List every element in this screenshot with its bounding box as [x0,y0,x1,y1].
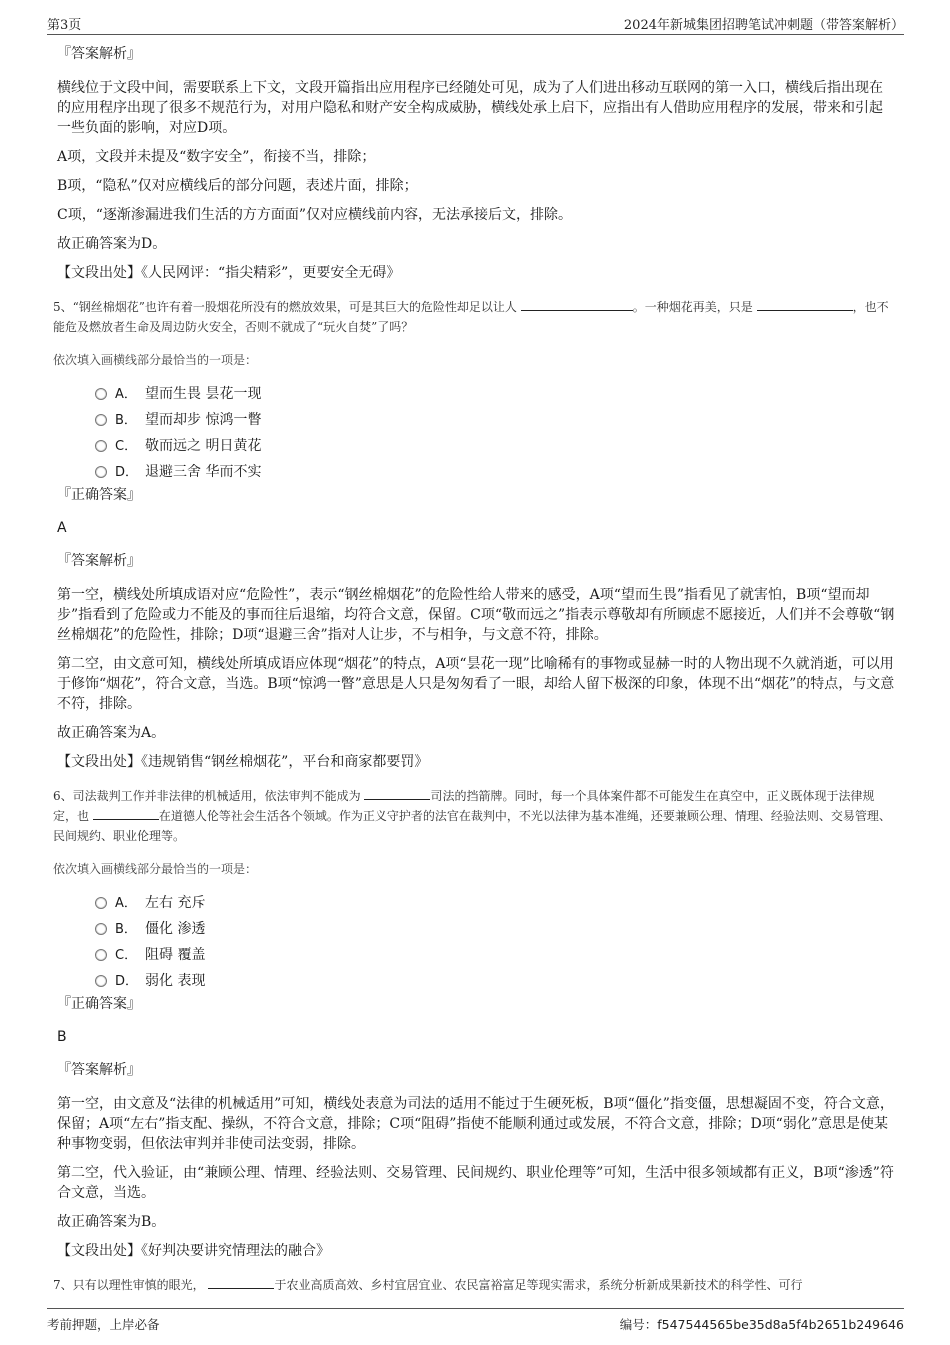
page-number: 第3页 [47,18,82,33]
question-5-options [95,381,896,485]
radio-icon[interactable] [95,466,107,478]
fill-blank [208,1275,274,1289]
option-c[interactable]: C． 阻碍 覆盖 [95,942,896,968]
analysis-paragraph: 第一空，横线处所填成语对应“危险性”，表示“钢丝棉烟花”的危险性给人带来的感受，A项“望而生畏”指看见了就害怕，B项“望而却步”指看到了危险或力不能及的事而往后退缩，均符合文意，保留。C项“敬而远之”指表示尊敬却有所顾虑不愿接近，人们并不会尊敬“钢丝棉烟花”的危险性，排除；D项“退避三舍”指对人让步，不与相争，与文意不符，排除。 [57,587,895,643]
option-b[interactable]: B． 僵化 渗透 [95,916,896,942]
analysis-label: 『答案解析』 [57,553,141,569]
analysis-label: 『答案解析』 [57,1062,141,1078]
source-citation: 【文段出处】《人民网评：“指尖精彩”，更要安全无碍》 [57,265,401,281]
page-header [47,12,904,35]
document-title: 2024年新城集团招聘笔试冲刺题（带答案解析） [623,18,904,33]
footer-slogan: 考前押题，上岸必备 [47,1317,160,1332]
option-d[interactable]: D． 退避三舍 华而不实 [95,459,896,485]
question-6-text: 6、司法裁判工作并非法律的机械适用，依法审判不能成为 司法的挡箭牌。同时，每一个具体案件都不可能发生在真空中，正义既体现于法律规定，也 在道德人伦等社会生活各个领域。作为正义守护者的法官在裁判中，不光以法律为基本准绳，还要兼顾公理、情理、经验法则、交易管理、民间规约、职业伦理等。 [53,786,896,846]
option-d[interactable]: D． 弱化 表现 [95,968,896,994]
question-7-text: 7、只有以理性审慎的眼光， 于农业高质高效、乡村宜居宜业、农民富裕富足等现实需求，系统分析新成果新技术的科学性、可行 [53,1275,896,1295]
radio-icon[interactable] [95,923,107,935]
correct-answer: B [57,1029,67,1045]
option-c[interactable]: C． 敬而远之 明日黄花 [95,433,896,459]
fill-blank [364,786,430,800]
option-a[interactable]: A． 左右 充斥 [95,890,896,916]
radio-icon[interactable] [95,949,107,961]
analysis-label: 『答案解析』 [57,46,141,62]
radio-icon[interactable] [95,388,107,400]
analysis-conclusion: 故正确答案为D。 [57,236,167,252]
analysis-paragraph: 第二空，代入验证，由“兼顾公理、情理、经验法则、交易管理、民间规约、职业伦理等”可知，生活中很多领域都有正义，B项“渗透”符合文意，当选。 [57,1165,894,1201]
fill-blank [757,297,853,311]
radio-icon[interactable] [95,440,107,452]
source-citation: 【文段出处】《好判决要讲究情理法的融合》 [57,1243,330,1259]
option-a[interactable]: A． 望而生畏 昙花一现 [95,381,896,407]
analysis-paragraph: 横线位于文段中间，需要联系上下文，文段开篇指出应用程序已经随处可见，成为了人们进出移动互联网的第一入口，横线后指出现在的应用程序出现了很多不规范行为，对用户隐私和财产安全构成威胁，横线处承上启下，应指出有人借助应用程序的发展，带来和引起一些负面的影响，对应D项。 [57,80,883,136]
analysis-conclusion: 故正确答案为B。 [57,1214,166,1230]
analysis-paragraph: A项，文段并未提及“数字安全”，衔接不当，排除； [57,149,376,165]
radio-icon[interactable] [95,975,107,987]
page-footer [47,1308,904,1333]
question-instruction: 依次填入画横线部分最恰当的一项是： [53,862,258,876]
fill-blank [93,806,159,820]
correct-answer: A [57,520,67,536]
analysis-paragraph: C项，“逐渐渗漏进我们生活的方方面面”仅对应横线前内容，无法承接后文，排除。 [57,207,573,223]
option-b[interactable]: B． 望而却步 惊鸿一瞥 [95,407,896,433]
analysis-paragraph: 第二空，由文意可知，横线处所填成语应体现“烟花”的特点，A项“昙花一现”比喻稀有的事物或显赫一时的人物出现不久就消逝，可以用于修饰“烟花”，符合文意，当选。B项“惊鸿一瞥”意思是人只是匆匆看了一眼，却给人留下极深的印象，体现不出“烟花”的特点，与文意不符，排除。 [57,656,895,712]
analysis-paragraph: B项，“隐私”仅对应横线后的部分问题，表述片面，排除； [57,178,418,194]
source-citation: 【文段出处】《违规销售“钢丝棉烟花”，平台和商家都要罚》 [57,754,429,770]
radio-icon[interactable] [95,414,107,426]
correct-answer-label: 『正确答案』 [57,487,141,503]
question-instruction: 依次填入画横线部分最恰当的一项是： [53,353,258,367]
correct-answer-label: 『正确答案』 [57,996,141,1012]
analysis-conclusion: 故正确答案为A。 [57,725,166,741]
question-6-options [95,890,896,994]
radio-icon[interactable] [95,897,107,909]
analysis-paragraph: 第一空，由文意及“法律的机械适用”可知，横线处表意为司法的适用不能过于生硬死板，B项“僵化”指变僵，思想凝固不变，符合文意，保留；A项“左右”指支配、操纵，不符合文意，排除；C项“阻碍”指使不能顺利通过或发展，不符合文意，排除；D项“弱化”意思是使某种事物变弱，但依法审判并非使司法变弱，排除。 [57,1096,894,1152]
document-id: 编号：f547544565be35d8a5f4b2651b249646 [619,1317,904,1332]
fill-blank [521,297,633,311]
page-content [53,44,896,1295]
question-5-text: 5、“钢丝棉烟花”也许有着一股烟花所没有的燃放效果，可是其巨大的危险性却足以让人 。一种烟花再美，只是 ，也不能危及燃放者生命及周边防火安全，否则不就成了“玩火自焚”了吗？ [53,297,896,337]
